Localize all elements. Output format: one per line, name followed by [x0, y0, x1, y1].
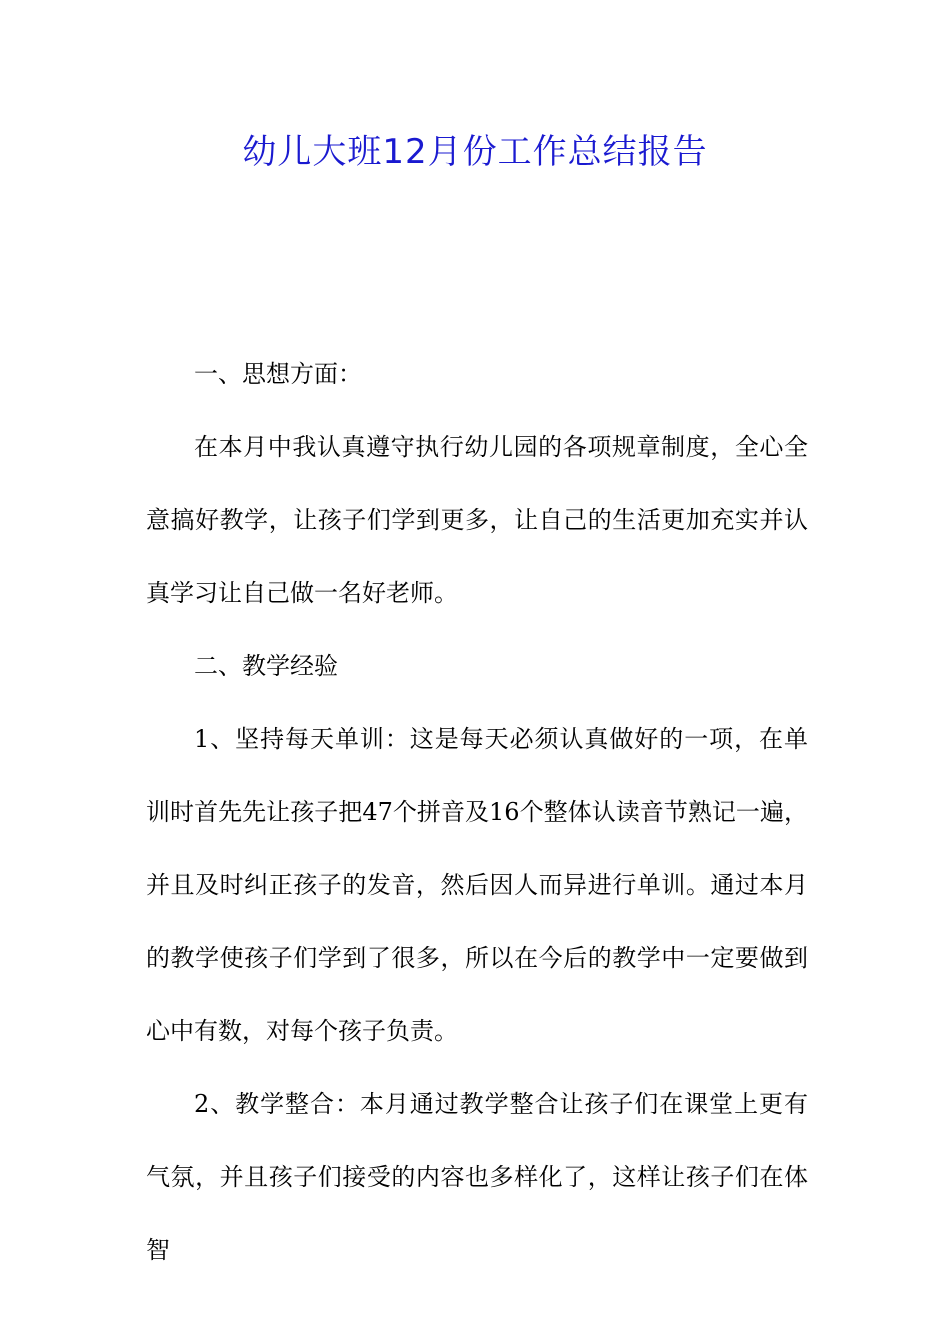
paragraph-daily-training: 1、坚持每天单训：这是每天必须认真做好的一项，在单训时首先先让孩子把47个拼音及16个整体认读音节熟记一遍，并且及时纠正孩子的发音，然后因人而异进行单训。通过本月的教学使孩子们学到了很多，所以在今后的教学中一定要做到心中有数，对每个孩子负责。	[146, 725, 808, 1045]
paragraph-teaching-integration: 2、教学整合：本月通过教学整合让孩子们在课堂上更有气氛，并且孩子们接受的内容也多样化了，这样让孩子们在体智	[146, 1090, 808, 1264]
section-heading-thought: 一、思想方面：	[194, 360, 362, 388]
document-title: 幼儿大班12月份工作总结报告	[242, 132, 708, 172]
document-body	[146, 338, 808, 1287]
paragraph-thought: 在本月中我认真遵守执行幼儿园的各项规章制度，全心全意搞好教学，让孩子们学到更多，让自己的生活更加充实并认真学习让自己做一名好老师。	[146, 433, 808, 607]
section-heading-teaching: 二、教学经验	[194, 652, 338, 680]
